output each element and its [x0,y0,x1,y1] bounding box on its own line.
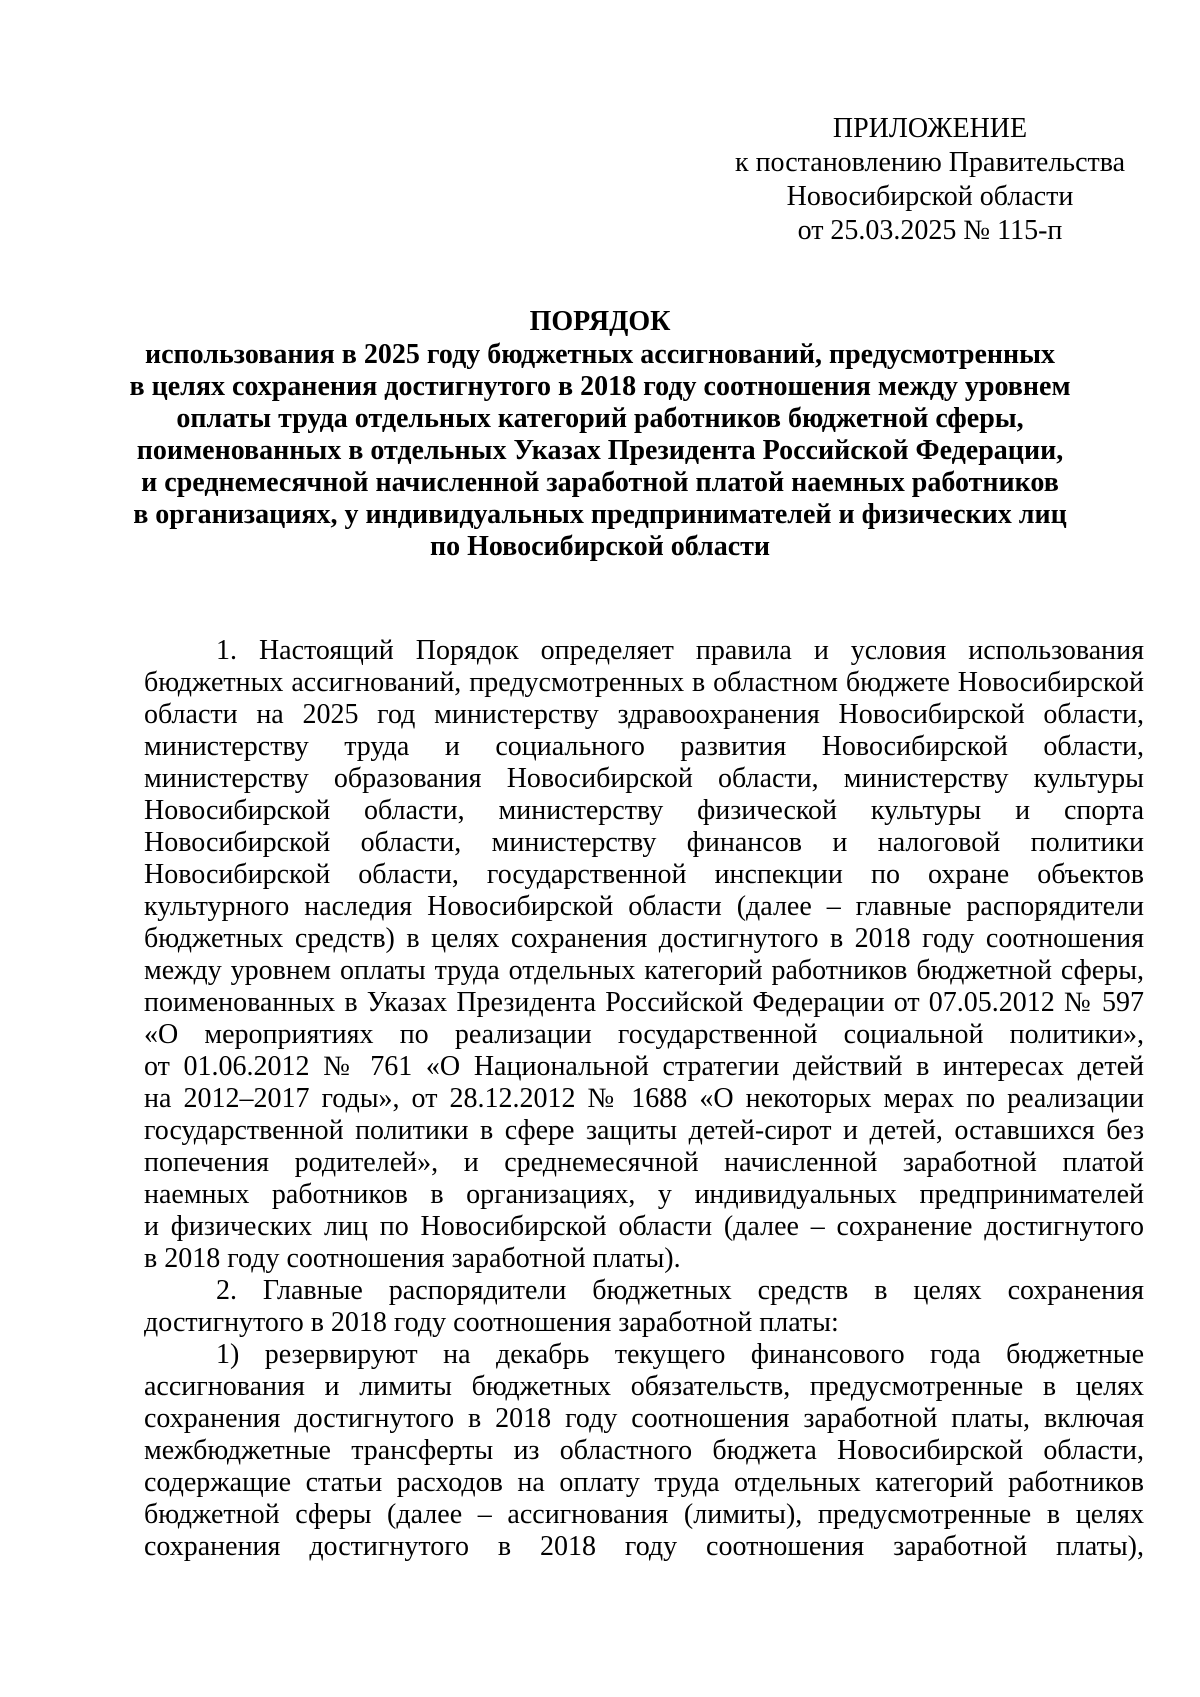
appendix-line-2: Новосибирской области [786,181,1074,212]
paragraph-1-line: бюджетных ассигнований, предусмотренных в областном бюджете Новосибирской [144,667,1144,698]
subparagraph-1-line: 1) резервируют на декабрь текущего финансового года бюджетные [216,1339,1144,1370]
paragraph-1-line: культурного наследия Новосибирской области (далее – главные распорядители [144,891,1144,922]
paragraph-1-line: Новосибирской области, министерству физической культуры и спорта [144,795,1144,826]
paragraph-1-line: и физических лиц по Новосибирской области (далее – сохранение достигнутого [144,1211,1144,1242]
subparagraph-1-line: межбюджетные трансферты из областного бюджета Новосибирской области, [144,1435,1144,1466]
paragraph-1-line: Новосибирской области, министерству финансов и налоговой политики [144,827,1144,858]
title-heading: ПОРЯДОК [529,306,671,337]
appendix-block [730,112,1130,248]
subparagraph-1-line: ассигнования и лимиты бюджетных обязательств, предусмотренные в целях [144,1371,1144,1402]
paragraph-1-line: наемных работников в организациях, у индивидуальных предпринимателей [144,1179,1144,1210]
paragraph-1-line: «О мероприятиях по реализации государственной социальной политики», [144,1019,1144,1050]
paragraph-1-line: Новосибирской области, государственной инспекции по охране объектов [144,859,1144,890]
paragraph-1-line: поименованных в Указах Президента Российской Федерации от 07.05.2012 № 597 [144,987,1144,1018]
title-line: в организациях, у индивидуальных предпринимателей и физических лиц [133,499,1067,530]
paragraph-1-line: министерству труда и социального развития Новосибирской области, [144,731,1144,762]
title-line: в целях сохранения достигнутого в 2018 году соотношения между уровнем [129,371,1071,402]
title-line: оплаты труда отдельных категорий работников бюджетной сферы, [176,403,1024,434]
document-title [120,306,1080,563]
paragraph-1-line: 1. Настоящий Порядок определяет правила и условия использования [216,635,1144,666]
appendix-line-1: к постановлению Правительства [734,147,1126,178]
paragraph-1-line: в 2018 году соотношения заработной платы). [144,1243,681,1274]
paragraph-1-line: государственной политики в сфере защиты детей-сирот и детей, оставшихся без [144,1115,1144,1146]
title-line: использования в 2025 году бюджетных ассигнований, предусмотренных [144,339,1056,370]
paragraph-1-line: на 2012–2017 годы», от 28.12.2012 № 1688 «О некоторых мерах по реализации [144,1083,1144,1114]
title-line: и среднемесячной начисленной заработной платой наемных работников [141,467,1059,498]
subparagraph-1-line: сохранения достигнутого в 2018 году соотношения заработной платы), [144,1531,1144,1562]
appendix-label: ПРИЛОЖЕНИЕ [832,113,1028,144]
paragraph-2-line: 2. Главные распорядители бюджетных средств в целях сохранения [216,1275,1144,1306]
paragraph-1-line: области на 2025 год министерству здравоохранения Новосибирской области, [144,699,1144,730]
subparagraph-1-line: сохранения достигнутого в 2018 году соотношения заработной платы, включая [144,1403,1144,1434]
paragraph-1-line: министерству образования Новосибирской области, министерству культуры [144,763,1144,794]
paragraph-1-line: от 01.06.2012 № 761 «О Национальной стратегии действий в интересах детей [144,1051,1144,1082]
title-line: по Новосибирской области [429,531,771,562]
subparagraph-1-line: бюджетной сферы (далее – ассигнования (лимиты), предусмотренные в целях [144,1499,1144,1530]
subparagraph-1-line: содержащие статьи расходов на оплату труда отдельных категорий работников [144,1467,1144,1498]
paragraph-1-line: между уровнем оплаты труда отдельных категорий работников бюджетной сферы, [144,955,1144,986]
title-line: поименованных в отдельных Указах Президента Российской Федерации, [136,435,1064,466]
paragraph-1-line: попечения родителей», и среднемесячной начисленной заработной платой [144,1147,1144,1178]
paragraph-2-line: достигнутого в 2018 году соотношения заработной платы: [144,1307,839,1338]
paragraph-1-line: бюджетных средств) в целях сохранения достигнутого в 2018 году соотношения [144,923,1144,954]
appendix-date-number: от 25.03.2025 № 115-п [797,215,1063,246]
document-body [144,635,1144,1563]
